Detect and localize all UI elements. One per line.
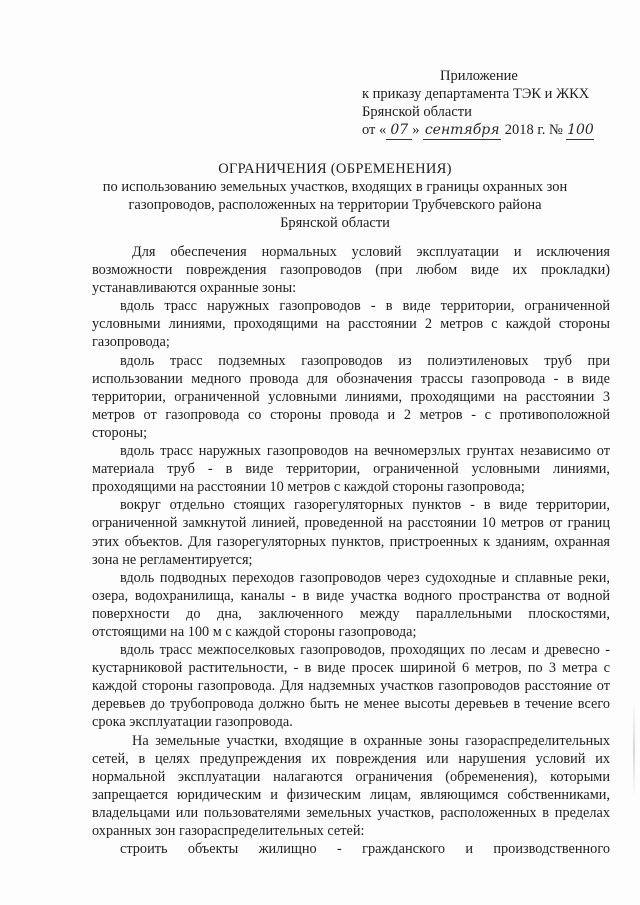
paragraph-build-objects: строить объекты жилищно - гражданского и производственного bbox=[120, 841, 610, 858]
paragraph-intro: Для обеспечения нормальных условий эксплуатации и исключения возможности повреждения газопроводов (при любом виде их прокладки) устанавливаются охранные зоны: bbox=[92, 244, 610, 297]
paragraph-forest: вдоль трасс межпоселковых газопроводов, проходящих по лесам и древесно - кустарниковой растительности, - в виде просек шириной 6 метров, по 3 метра с каждой стороны газопровода. Для надземных участков газопроводов расстояние от деревьев до трубопровода должно быть не менее высоты деревьев в течение всего срока эксплуатации газопровода. bbox=[92, 642, 610, 731]
document-body bbox=[92, 243, 610, 858]
document-title bbox=[100, 160, 570, 232]
paragraph-permafrost: вдоль трасс наружных газопроводов на вечномерзлых грунтах независимо от материала труб - в виде территории, ограниченной условными линиями, проходящими на расстоянии 10 метров с каждой стороны газопровода; bbox=[92, 443, 610, 496]
title-subtitle: по использованию земельных участков, входящих в границы охранных зон газопроводов, расположенных на территории Трубчевского района Брянской области bbox=[102, 179, 568, 231]
date-prefix: от « bbox=[362, 122, 387, 138]
handwritten-number: 100 bbox=[567, 122, 594, 138]
scan-edge-shadow bbox=[633, 700, 635, 800]
appendix-header bbox=[362, 67, 622, 140]
handwritten-day: 07 bbox=[386, 121, 412, 140]
paragraph-restrictions: На земельные участки, входящие в охранные зоны газораспределительных сетей, в целях предупреждения их повреждения или нарушения условий их нормальной эксплуатации налагаются ограничения (обременения), которыми запрещается юридическим и физическим лицам, являющимся собственниками, владельцами или пользователями земельных участков, расположенных в пределах охранных зон газораспределительных сетей: bbox=[92, 732, 610, 839]
paragraph-polyethylene: вдоль трасс подземных газопроводов из полиэтиленовых труб при использовании медного провода для обозначения трассы газопровода - в виде территории, ограниченной условными линиями, проходящими на расстоянии 3 метров от газопровода со стороны провода и 2 метров - с противоположной стороны; bbox=[92, 352, 610, 441]
appendix-order-ref: к приказу департамента ТЭК и ЖКХ bbox=[362, 86, 590, 102]
paragraph-regulator-points: вокруг отдельно стоящих газорегуляторных пунктов - в виде территории, ограниченной замкнутой линией, проведенной на расстоянии 10 метров от границ этих объектов. Для газорегуляторных пунктов, пристроенных к зданиям, охранная зона не регламентируется; bbox=[92, 497, 610, 568]
appendix-date-line bbox=[362, 121, 622, 140]
handwritten-month: сентября bbox=[424, 122, 500, 138]
date-mid: » bbox=[412, 122, 420, 138]
paragraph-underwater: вдоль подводных переходов газопроводов через судоходные и сплавные реки, озера, водохранилища, каналы - в виде участка водного пространства от водной поверхности до дна, заключенного между параллельными плоскостями, отстоящими на 100 м с каждой стороны газопровода; bbox=[92, 569, 610, 640]
appendix-region: Брянской области bbox=[362, 104, 472, 120]
date-year: 2018 г. № bbox=[504, 122, 563, 138]
appendix-title: Приложение bbox=[440, 68, 518, 84]
paragraph-outer-pipelines: вдоль трасс наружных газопроводов - в виде территории, ограниченной условными линиями, проходящими на расстоянии 2 метров с каждой стороны газопровода; bbox=[92, 298, 610, 351]
title-main: ОГРАНИЧЕНИЯ (ОБРЕМЕНЕНИЯ) bbox=[218, 161, 452, 177]
